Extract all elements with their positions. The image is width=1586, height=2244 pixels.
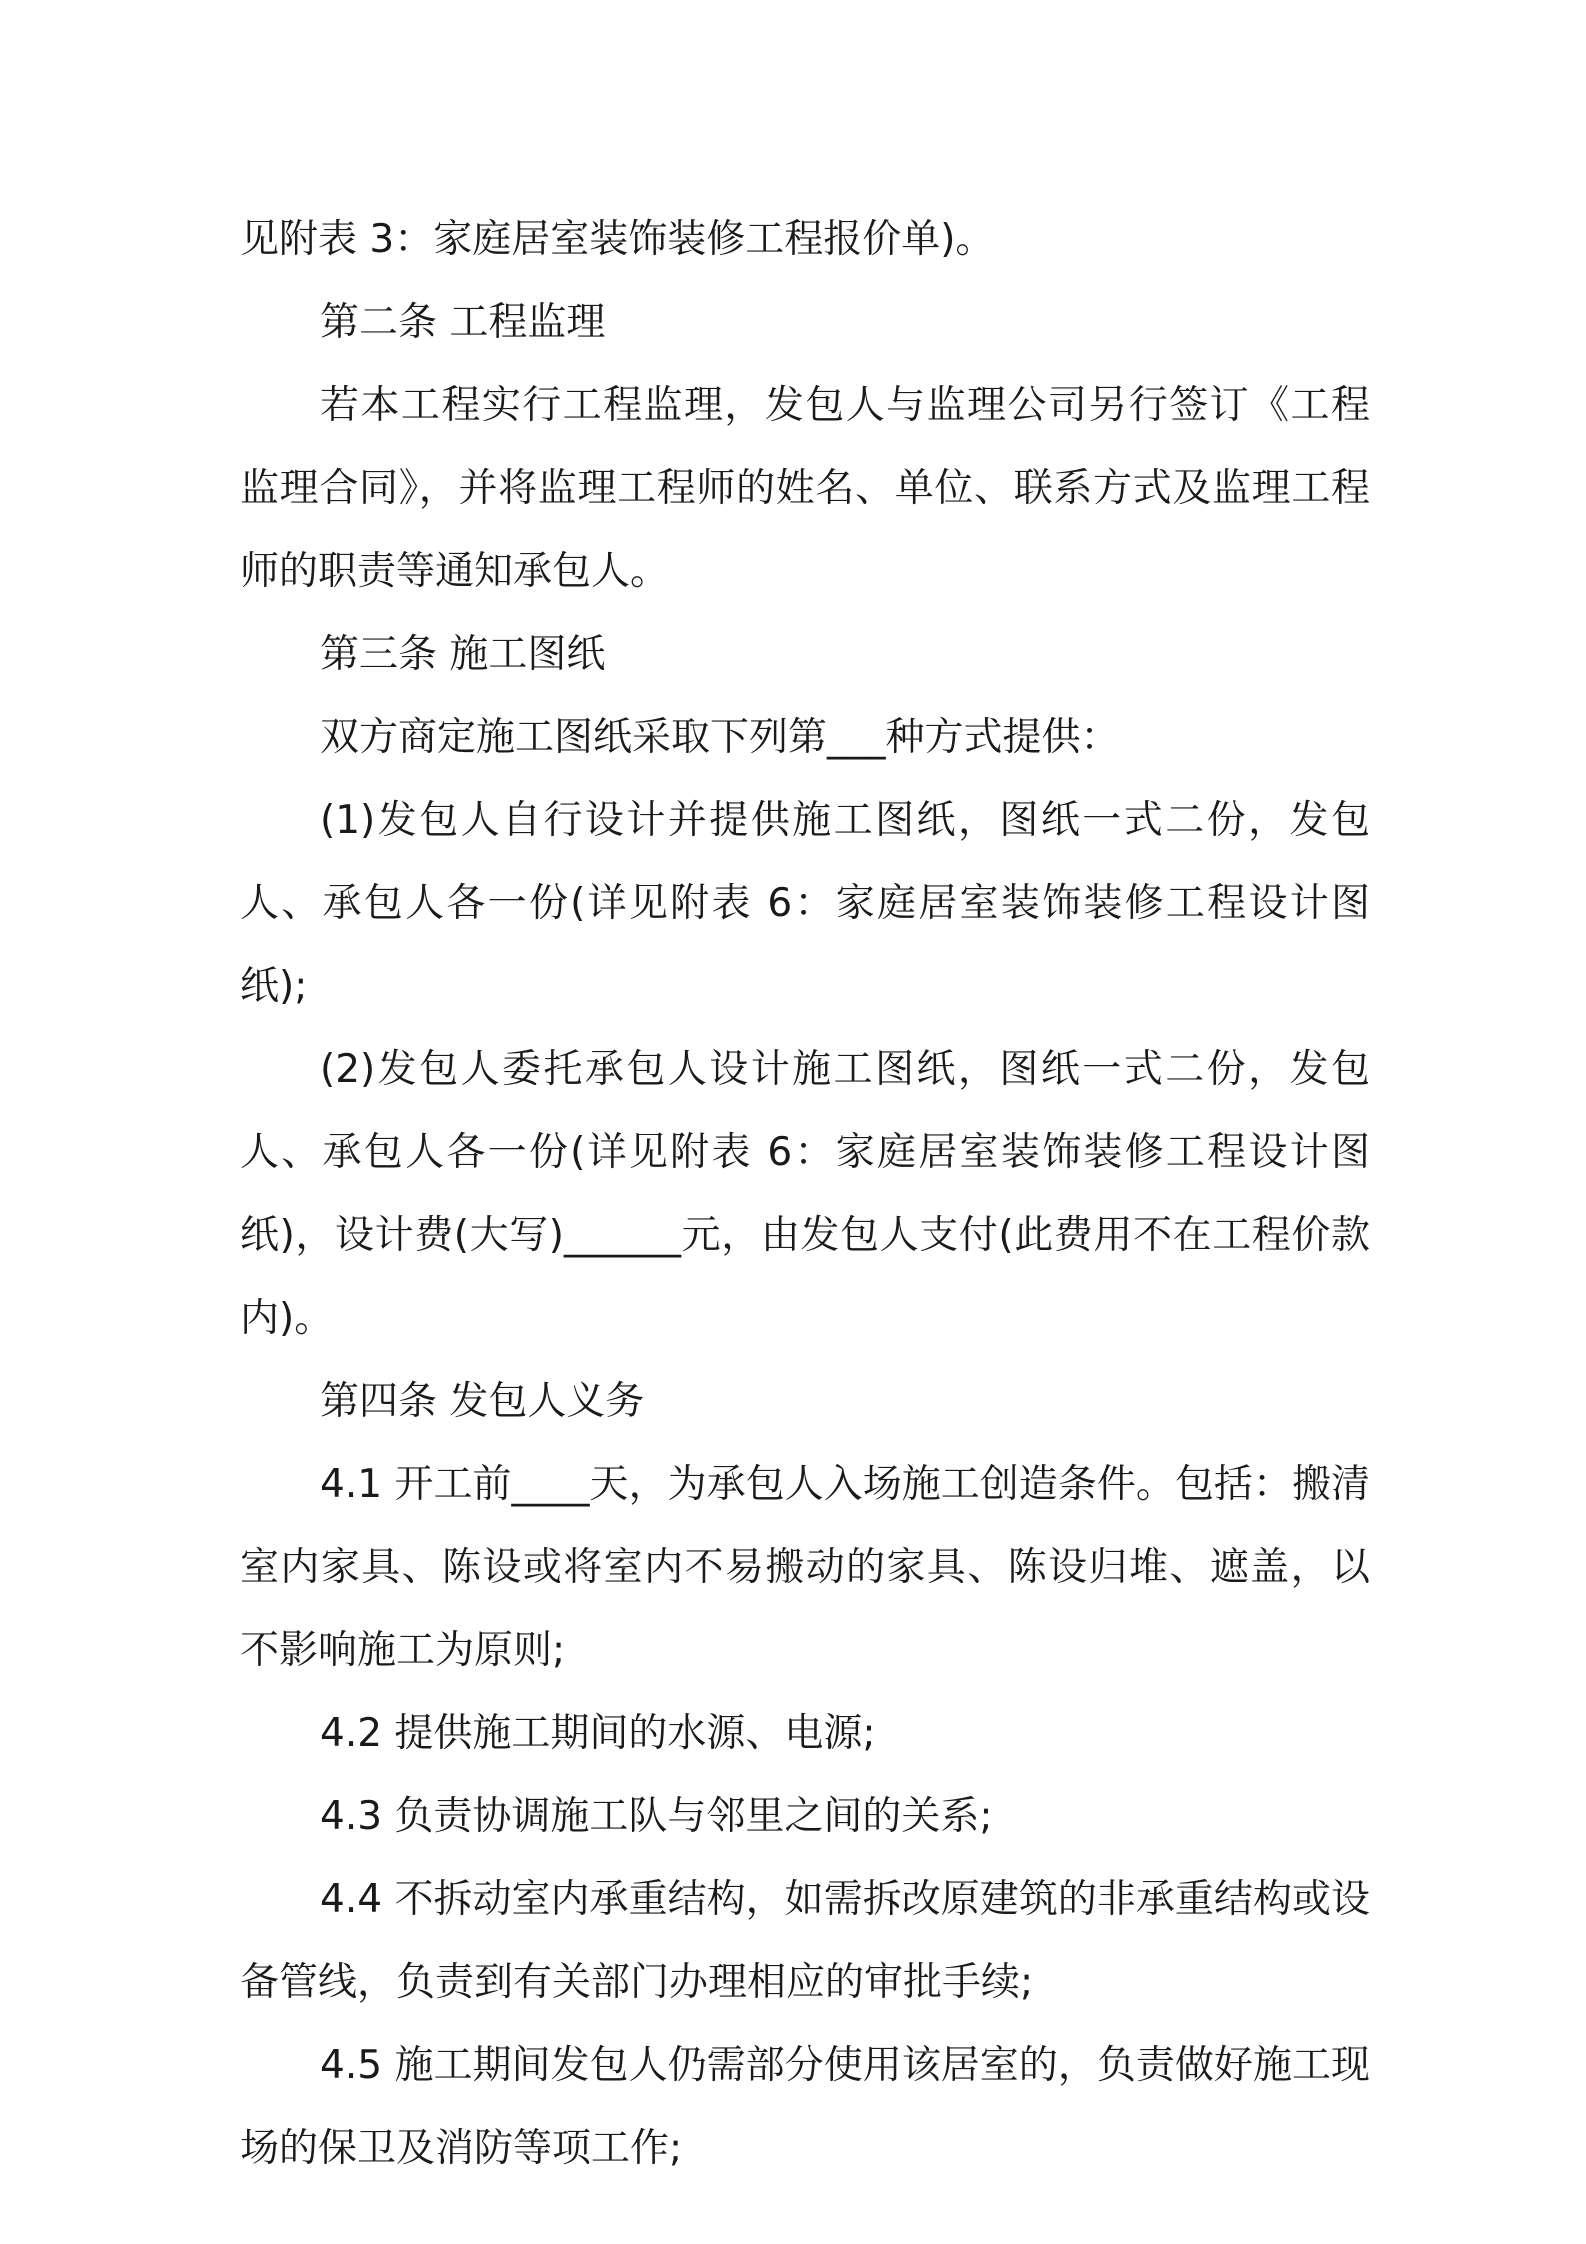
article-3-option-2: (2)发包人委托承包人设计施工图纸，图纸一式二份，发包人、承包人各一份(详见附表 6：家庭居室装饰装修工程设计图纸)，设计费(大写)______元，由发包人支付(此费用不在工程价款内)。 [240, 1047, 1370, 1341]
article-2-body: 若本工程实行工程监理，发包人与监理公司另行签订《工程监理合同》，并将监理工程师的姓名、单位、联系方式及监理工程师的职责等通知承包人。 [240, 383, 1370, 594]
article-3-heading: 第三条 施工图纸 [320, 632, 606, 677]
article-3-option-1: (1)发包人自行设计并提供施工图纸，图纸一式二份，发包人、承包人各一份(详见附表 6：家庭居室装饰装修工程设计图纸); [240, 798, 1370, 1009]
article-4-heading: 第四条 发包人义务 [320, 1379, 645, 1424]
clause-4-1: 4.1 开工前____天，为承包人入场施工创造条件。包括：搬清室内家具、陈设或将室内不易搬动的家具、陈设归堆、遮盖，以不影响施工为原则; [240, 1462, 1370, 1673]
document-body [240, 198, 1370, 2190]
paragraph-continuation: 见附表 3：家庭居室装饰装修工程报价单)。 [240, 217, 995, 262]
clause-4-4: 4.4 不拆动室内承重结构，如需拆改原建筑的非承重结构或设备管线，负责到有关部门办理相应的审批手续; [240, 1877, 1370, 2005]
article-3-intro: 双方商定施工图纸采取下列第___种方式提供： [320, 715, 1120, 760]
clause-4-3: 4.3 负责协调施工队与邻里之间的关系; [320, 1794, 993, 1839]
article-2-heading: 第二条 工程监理 [320, 300, 606, 345]
clause-4-2: 4.2 提供施工期间的水源、电源; [320, 1711, 876, 1756]
clause-4-5: 4.5 施工期间发包人仍需部分使用该居室的，负责做好施工现场的保卫及消防等项工作; [240, 2043, 1370, 2171]
